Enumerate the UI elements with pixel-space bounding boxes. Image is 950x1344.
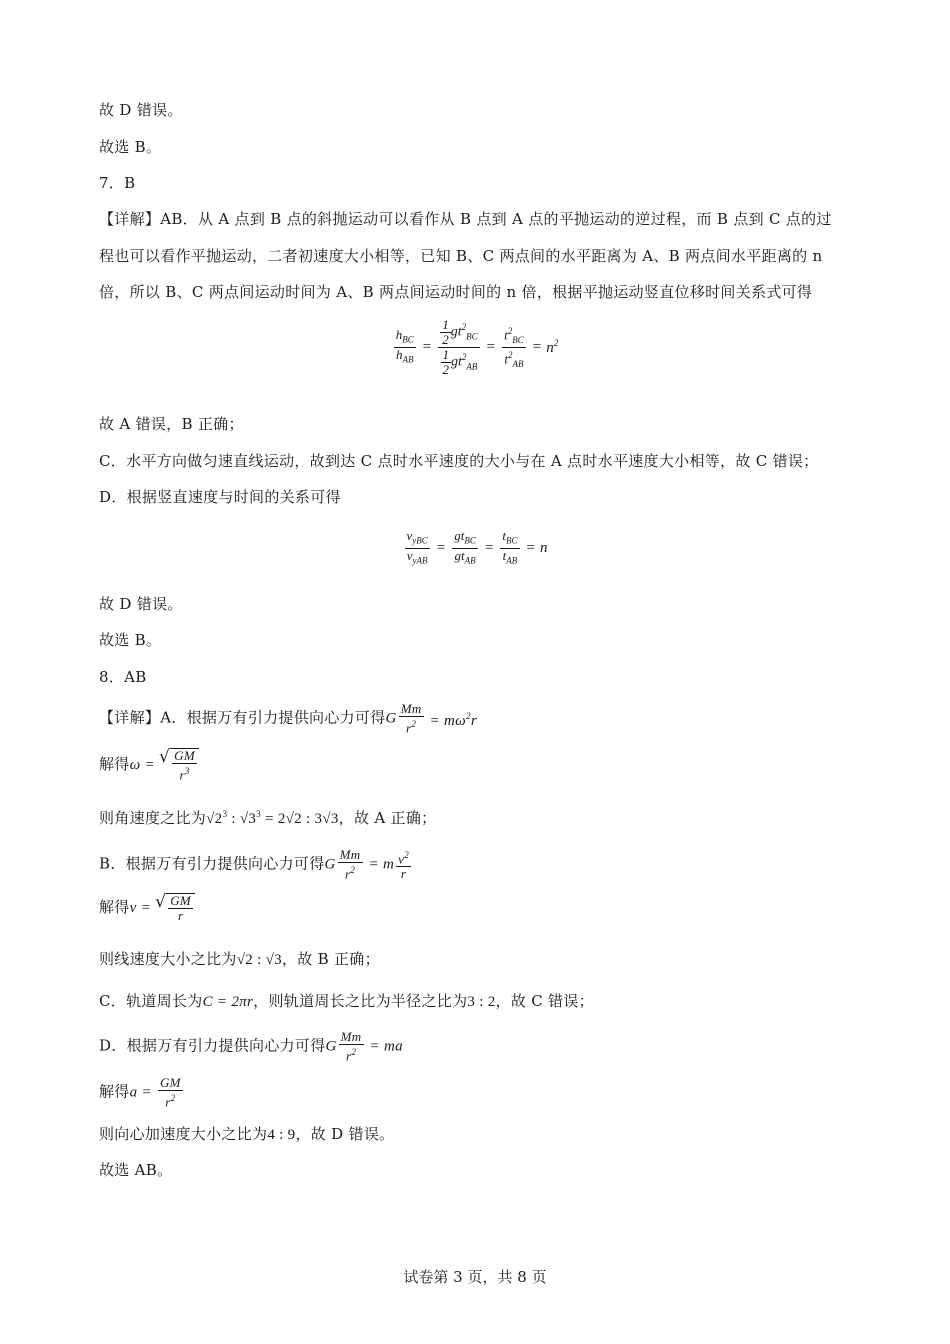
line-text: B．根据万有引力提供向心力可得 [99, 854, 325, 873]
equation-height-ratio: $\frac{h_{BC}}{h_{AB}}$ = $\frac{1}{2}$ $gt^2_{BC}$ $\frac{1}{2}$ $gt^2_{AB}$ = $\frac{t^2_{BC}}{t^2_{AB}}$ = $n^2$ [395, 317, 559, 377]
line-text: C．轨道周长为 [99, 992, 203, 1010]
line-text: ，故 B 正确； [281, 950, 380, 968]
line-text: 则线速度大小之比为 [99, 950, 237, 968]
text-line: D．根据万有引力提供向心力可得G $\frac{Mm}{r^2}$ = ma [99, 1029, 403, 1064]
text-line: 故 D 错误。 [99, 595, 183, 613]
line-text: 【详解】A．根据万有引力提供向心力可得 [99, 708, 386, 727]
text-line [99, 1124, 394, 1145]
text-line: 则线速度大小之比为√2 : √3，故 B 正确； [99, 950, 380, 968]
line-text: D．根据万有引力提供向心力可得 [99, 1036, 326, 1055]
text-line: 解得a = $\frac{GM}{r^2}$ [99, 1075, 181, 1110]
text-line: 则角速度之比为$√2^3$ : $√3^3 = 2√2$ : 3√3，故 A 正确； [99, 809, 437, 827]
text-line: 【详解】A．根据万有引力提供向心力可得G $\frac{Mm}{r^2}$ = $m\omega^2r$ [99, 701, 478, 736]
text-line: 程也可以看作平抛运动，二者初速度大小相等，已知 B、C 两点间的水平距离为 A、B 两点间水平距离的 n [99, 247, 823, 265]
line-text: 解得 [99, 1082, 130, 1101]
text-line: 故选 AB。 [99, 1161, 173, 1179]
ratio-value: 4 : 9 [267, 1127, 296, 1143]
text-line: 解得v = √ $\frac{GM}{r}$ [99, 893, 195, 923]
text-line: 故 D 错误。 [99, 101, 183, 119]
line-text: ，故 C 错误； [495, 992, 594, 1010]
line-text: 则角速度之比为 [99, 809, 207, 827]
equation-velocity-ratio: $\frac{v_{yBC}}{v_{yAB}}$ = $\frac{gt_{BC}}{gt_{AB}}$ = $\frac{t_{BC}}{t_{AB}}$ = n [406, 528, 548, 566]
question-number: 8．AB [99, 668, 147, 686]
line-text: ，故 D 错误。 [295, 1125, 395, 1143]
ratio-value: 3 : 2 [467, 994, 496, 1010]
text-line: C．水平方向做匀速直线运动，故到达 C 点时水平速度的大小与在 A 点时水平速度大小相等，故 C 错误； [99, 452, 819, 470]
page-footer: 试卷第 3 页，共 8 页 [403, 1268, 547, 1286]
text-line [99, 991, 594, 1012]
circumference-formula: C = 2πr [202, 994, 254, 1010]
line-text: 解得 [99, 898, 130, 916]
line-text: ，故 A 正确； [338, 809, 437, 827]
line-text: 解得 [99, 755, 130, 774]
text-line: B．根据万有引力提供向心力可得G $\frac{Mm}{r^2}$ = m $\frac{v^2}{r}$ [99, 847, 410, 882]
line-text: ，则轨道周长之比为半径之比为 [253, 992, 468, 1010]
text-line: 故 A 错误，B 正确； [99, 415, 244, 433]
text-line: 【详解】AB．从 A 点到 B 点的斜抛运动可以看作从 B 点到 A 点的平抛运动的逆过程，而 B 点到 C 点的过 [99, 210, 832, 228]
text-line: 故选 B。 [99, 138, 162, 156]
text-line: 解得ω = √ $\frac{GM}{r^3}$ [99, 748, 199, 782]
line-text: 则向心加速度大小之比为 [99, 1125, 268, 1143]
question-number: 7．B [99, 174, 136, 192]
text-line: 故选 B。 [99, 631, 162, 649]
text-line: D．根据竖直速度与时间的关系可得 [99, 488, 341, 506]
text-line: 倍，所以 B、C 两点间运动时间为 A、B 两点间运动时间的 n 倍，根据平抛运动竖直位移时间关系式可得 [99, 283, 813, 301]
